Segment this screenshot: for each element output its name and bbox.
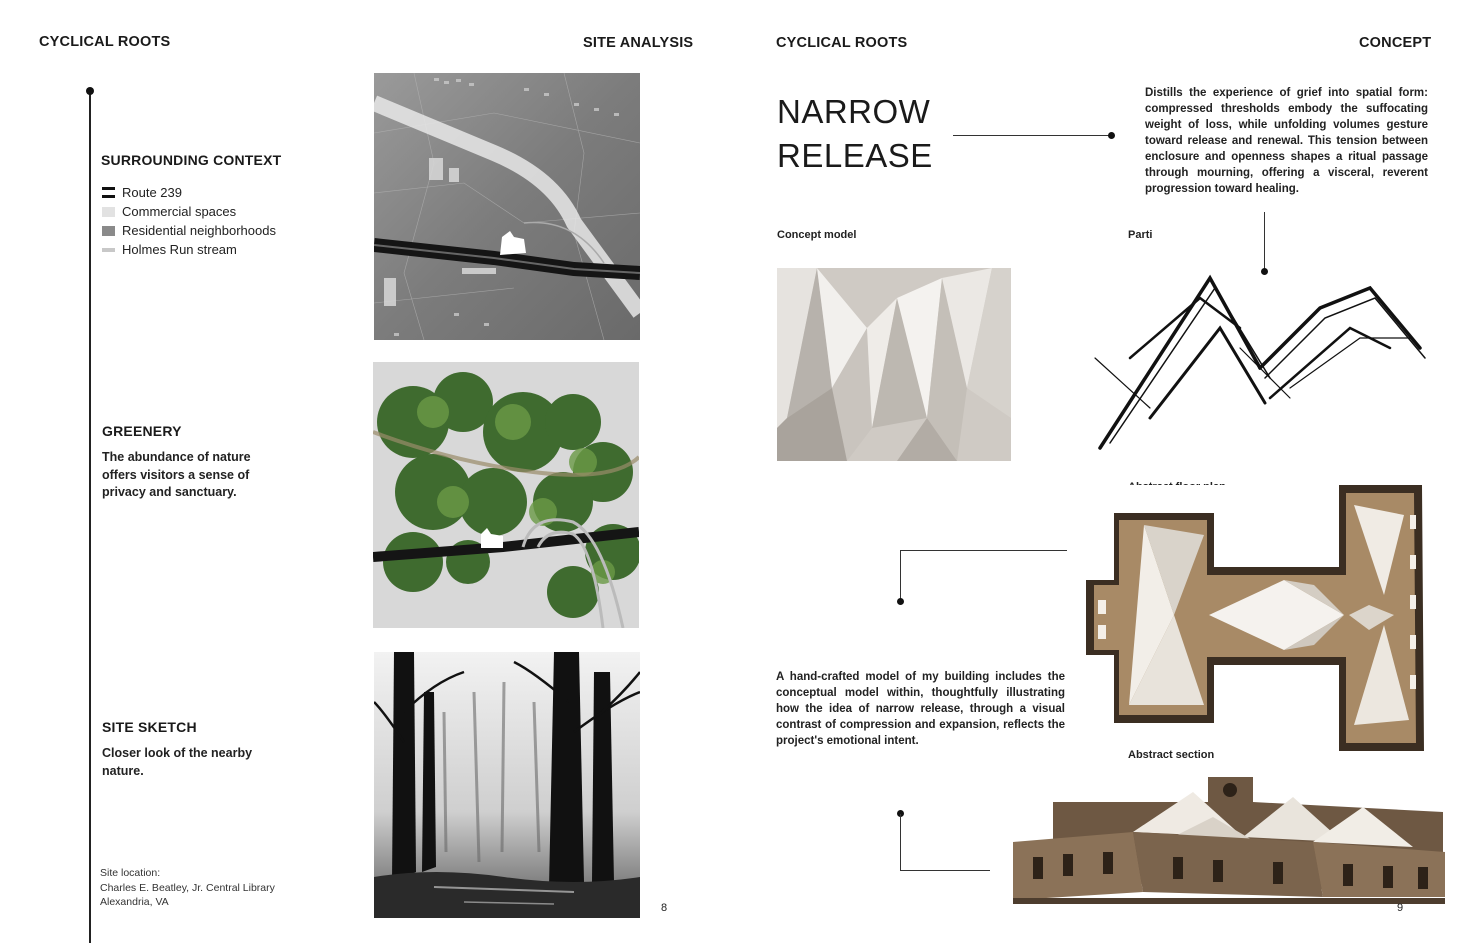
- map-legend: [102, 183, 276, 259]
- connector-line: [900, 550, 901, 602]
- connector-line: [900, 814, 901, 870]
- greenery-title: GREENERY: [102, 423, 182, 439]
- light-square-icon: [102, 207, 115, 217]
- legend-commercial: [102, 202, 276, 221]
- concept-title-line2: RELEASE: [777, 137, 933, 174]
- site-location-line2: Alexandria, VA: [100, 896, 169, 908]
- parti-sketch-image: [1090, 268, 1430, 458]
- site-sketch-text: Closer look of the nearby nature.: [102, 746, 253, 778]
- legend-residential: [102, 221, 276, 240]
- greenery-text: The abundance of nature offers visitors a sense of privacy and sanctuary.: [102, 450, 251, 499]
- connector-line: [1264, 212, 1265, 272]
- model-description: A hand-crafted model of my building includes the conceptual model within, thoughtfully illustrating how the idea of narrow release, through a visual contrast of compression and expansion, reflects the project's emotional intent.: [776, 671, 1065, 747]
- legend-label: Route 239: [122, 185, 182, 200]
- right-header-section: CONCEPT: [1359, 35, 1432, 51]
- connector-line: [900, 870, 990, 871]
- connector-line: [953, 135, 1111, 136]
- site-map-image: [374, 73, 640, 340]
- left-page-number: 8: [661, 902, 668, 914]
- thin-line-icon: [102, 248, 115, 252]
- connector-dot: [1108, 132, 1115, 139]
- concept-text: Distills the experience of grief into spatial form: compressed thresholds embody the suffocating weight of loss, while unfolding volumes gesture toward release and renewal. This tension between enclosure and openness shapes a ritual passage through mourning, offering a visceral, reverent progression toward healing.: [1145, 87, 1428, 195]
- left-header-title: CYCLICAL ROOTS: [39, 34, 171, 50]
- legend-route: [102, 183, 276, 202]
- section-caption: Abstract section: [1128, 749, 1215, 761]
- site-sketch-title: SITE SKETCH: [102, 719, 197, 735]
- connector-dot: [897, 598, 904, 605]
- connector-line: [900, 550, 1067, 551]
- site-sketch-image: [374, 652, 640, 918]
- site-location-label: Site location:: [100, 867, 161, 879]
- gray-square-icon: [102, 226, 115, 236]
- timeline-dot: [86, 87, 94, 95]
- concept-model-caption: Concept model: [777, 229, 857, 241]
- legend-label: Holmes Run stream: [122, 242, 237, 257]
- right-page-number: 9: [1397, 902, 1404, 914]
- site-location: [100, 866, 275, 910]
- concept-model-image: [777, 268, 1011, 461]
- greenery-aerial-image: [373, 362, 639, 628]
- right-header-title: CYCLICAL ROOTS: [776, 35, 908, 51]
- floor-plan-image: [1084, 485, 1432, 751]
- surrounding-context-title: SURROUNDING CONTEXT: [101, 152, 282, 168]
- legend-label: Residential neighborhoods: [122, 223, 276, 238]
- left-header-section: SITE ANALYSIS: [583, 35, 694, 51]
- double-line-icon: [102, 187, 115, 198]
- site-location-line1: Charles E. Beatley, Jr. Central Library: [100, 881, 275, 894]
- concept-title: [777, 90, 933, 178]
- legend-label: Commercial spaces: [122, 204, 237, 219]
- parti-caption: Parti: [1128, 229, 1153, 241]
- legend-stream: [102, 240, 276, 259]
- concept-title-line1: NARROW: [777, 93, 931, 130]
- section-model-image: [1013, 772, 1445, 920]
- timeline-line: [89, 91, 91, 943]
